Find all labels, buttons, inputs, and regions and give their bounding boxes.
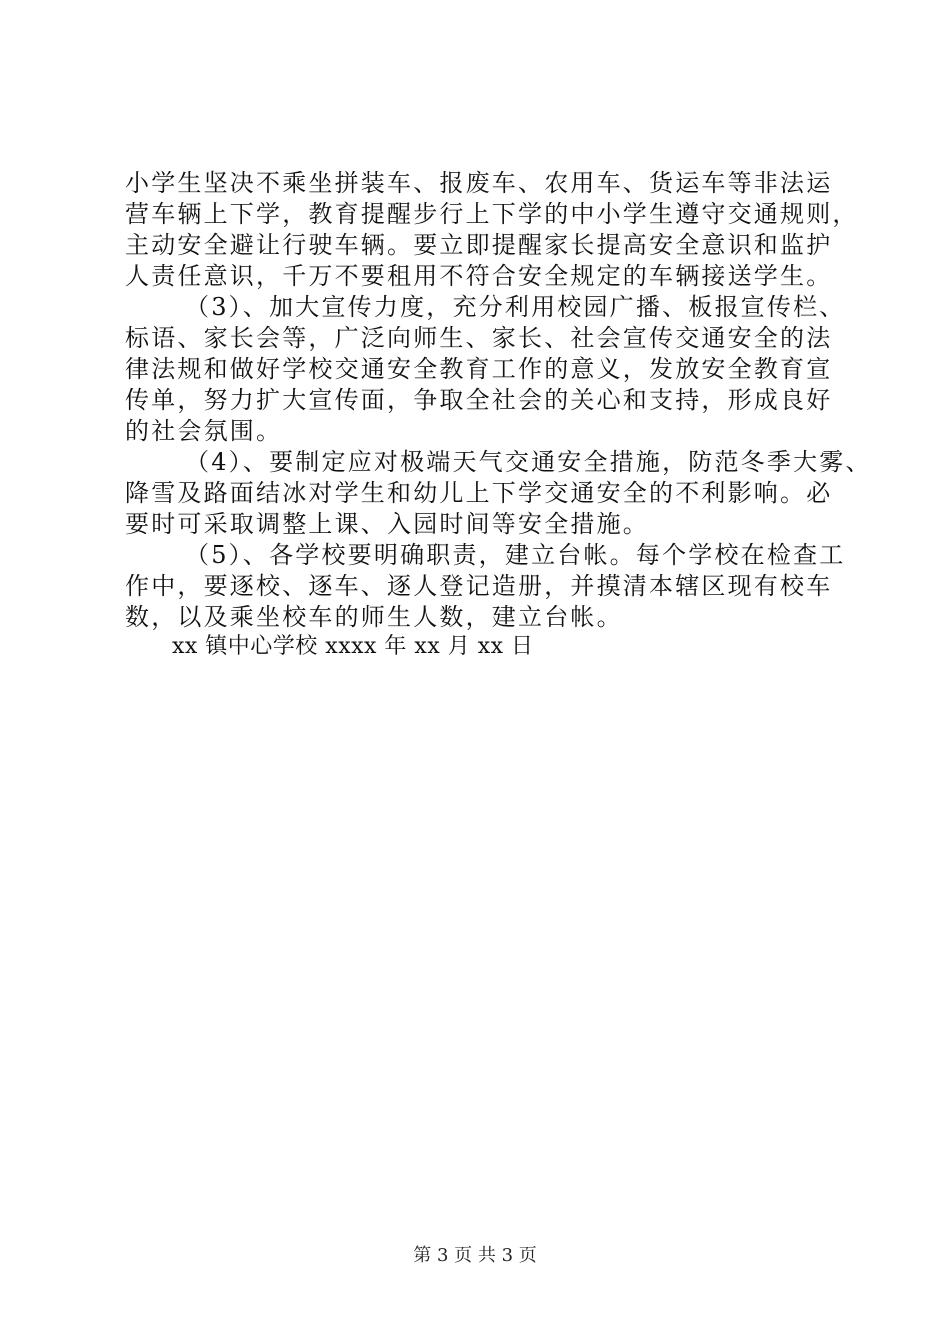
- text-line: 作中，要逐校、逐车、逐人登记造册，并摸清本辖区现有校车: [125, 572, 833, 600]
- paragraph-5-first-line: （5）、各学校要明确职责，建立台帐。每个学校在检查工: [185, 541, 846, 569]
- text-line: 传单，努力扩大宣传面，争取全社会的关心和支持，形成良好: [125, 386, 833, 414]
- paragraph-3-first-line: （3）、加大宣传力度，充分利用校园广播、板报宣传栏、: [185, 293, 846, 321]
- text-line: 数，以及乘坐校车的师生人数，建立台帐。: [125, 603, 623, 631]
- text-line: 主动安全避让行驶车辆。要立即提醒家长提高安全意识和监护: [125, 231, 833, 259]
- text-line: 要时可采取调整上课、入园时间等安全措施。: [125, 510, 649, 538]
- paragraph-4-first-line: （4）、要制定应对极端天气交通安全措施，防范冬季大雾、: [185, 448, 872, 476]
- body-text: [125, 168, 872, 633]
- text-line: 人责任意识，千万不要租用不符合安全规定的车辆接送学生。: [125, 262, 833, 290]
- text-line: 标语、家长会等，广泛向师生、家长、社会宣传交通安全的法: [125, 324, 833, 352]
- text-line: 的社会氛围。: [125, 417, 283, 445]
- signature-line: xx 镇中心学校 xxxx 年 xx 月 xx 日: [172, 634, 534, 659]
- text-line: 律法规和做好学校交通安全教育工作的意义，发放安全教育宣: [125, 355, 833, 383]
- text-line: 小学生坚决不乘坐拼装车、报废车、农用车、货运车等非法运: [125, 169, 833, 197]
- text-line: 营车辆上下学，教育提醒步行上下学的中小学生遵守交通规则，: [125, 200, 859, 228]
- page-number-footer: 第 3 页 共 3 页: [413, 1245, 537, 1266]
- text-line: 降雪及路面结冰对学生和幼儿上下学交通安全的不利影响。必: [125, 479, 833, 507]
